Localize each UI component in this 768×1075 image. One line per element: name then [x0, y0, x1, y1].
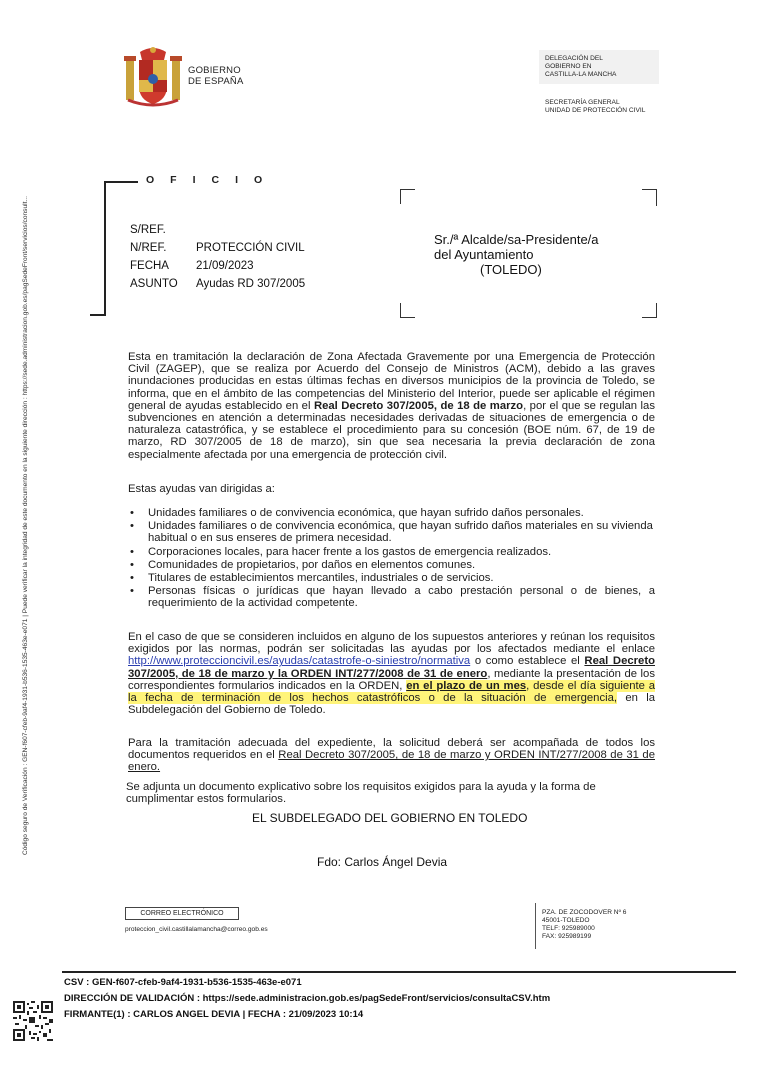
bullet-item-1: • Unidades familiares o de convivencia económica, que hayan sufrido daños personales. [128, 507, 655, 519]
deleg-line1: DELEGACIÓN DEL [545, 55, 603, 62]
deleg-line2: GOBIERNO EN [545, 63, 592, 70]
address-block [542, 909, 626, 941]
nref-value: PROTECCIÓN CIVIL [196, 242, 305, 254]
recipient-line3: (TOLEDO) [480, 262, 542, 277]
reference-table [130, 224, 305, 296]
csv-line2: DIRECCIÓN DE VALIDACIÓN : https://sede.administracion.gob.es/pagSedeFront/servicios/consultaCSV.htm [64, 993, 551, 1004]
oficio-left-rule [104, 181, 106, 315]
recipient-address [434, 232, 654, 277]
oficio-heading: OFICIO [146, 174, 279, 186]
unit-line2: UNIDAD DE PROTECCIÓN CIVIL [545, 107, 646, 114]
csv-line1: CSV : GEN-f607-cfeb-9af4-1931-b536-1535-463e-e071 [64, 977, 302, 988]
paragraph-4: Para la tramitación adecuada del expediente, la solicitud deberá ser acompañada de todos los documentos requeridos en el Real Decreto 307/2005, de 18 de marzo y ORDEN INT/277/2008 de 31 de enero. [128, 737, 655, 774]
bullet-item-2: • Unidades familiares o de convivencia económica, que hayan sufrido daños materiales en su vivienda habitual o en sus enseres de primera necesidad. [128, 520, 655, 544]
bullet-list [128, 507, 655, 611]
delegation-block [545, 55, 616, 79]
window-corner-br [642, 303, 657, 318]
normativa-link[interactable]: http://www.proteccioncivil.es/ayudas/catastrofe-o-siniestro/normativa [128, 655, 471, 668]
gov-logo-text [188, 65, 243, 87]
asunto-label: ASUNTO [130, 278, 178, 290]
recipient-line2: del Ayuntamiento [434, 247, 534, 262]
fecha-value: 21/09/2023 [196, 260, 254, 272]
recipient-line1: Sr./ª Alcalde/sa-Presidente/a [434, 232, 599, 247]
nref-label: N/REF. [130, 242, 167, 254]
unit-line1: SECRETARÍA GENERAL [545, 99, 620, 106]
gov-line1: GOBIERNO [188, 65, 241, 76]
paragraph-1: Esta en tramitación la declaración de Zona Afectada Gravemente por una Emergencia de Protección Civil (ZAGEP), que se realiza por Acuerdo del Consejo de Ministros (ACM), debido a las graves inundaciones producidas en estas últimas fechas en diversos municipios de la provincia de Toledo, se informa, que en el ámbito de las competencias del Ministerio del Interior, puede ser aplicable el régimen general de ayudas establecido en el Real Decreto 307/2005, de 18 de marzo, por el que se regulan las subvenciones en atención a determinadas necesidades derivadas de situaciones de emergencia o de naturaleza catastrófica, y se establece el procedimiento para su concesión (BOE núm. 67, de 19 de marzo, RD 307/2005 de 18 de marzo), sin que sea necesaria la previa declaración de zona especialmente afectada por una emergencia de protección civil. [128, 351, 655, 461]
bullet-item-4: • Comunidades de propietarios, por daños en elementos comunes. [128, 559, 655, 571]
address-line3: TELF: 925989000 [542, 925, 595, 932]
deleg-line3: CASTILLA-LA MANCHA [545, 71, 617, 78]
bullet-item-5: • Titulares de establecimientos mercantiles, industriales o de servicios. [128, 572, 655, 584]
qr-code [13, 1001, 53, 1041]
address-line1: PZA. DE ZOCODOVER Nº 6 [542, 909, 627, 916]
coat-of-arms-logo [124, 46, 182, 110]
paragraph-2: Estas ayudas van dirigidas a: [128, 483, 275, 495]
signature-title: EL SUBDELEGADO DEL GOBIERNO EN TOLEDO [252, 811, 528, 825]
email-address[interactable]: proteccion_civil.castillalamancha@correo.gob.es [125, 926, 268, 933]
address-divider [535, 903, 536, 949]
bullet-item-3: • Corporaciones locales, para hacer frente a los gastos de emergencia realizados. [128, 546, 655, 558]
bullet-item-6: • Personas físicas o jurídicas que hayan llevado a cabo prestación personal o de bienes, a requerimiento de la actividad competente. [128, 585, 655, 609]
signature-name: Fdo: Carlos Ángel Devia [317, 855, 448, 869]
window-corner-bl [400, 303, 415, 318]
window-corner-tl [400, 189, 415, 204]
paragraph-5: Se adjunta un documento explicativo sobre los requisitos exigidos para la ayuda y la forma de cumplimentar estos formularios. [126, 781, 596, 806]
address-line4: FAX: 925989199 [542, 933, 592, 940]
oficio-top-rule [104, 181, 138, 183]
asunto-value: Ayudas RD 307/2005 [196, 278, 306, 290]
verification-side-note [22, 95, 46, 855]
csv-rule [62, 971, 736, 973]
csv-block [64, 975, 550, 1023]
fecha-label: FECHA [130, 260, 169, 272]
email-label-box: CORREO ELECTRÓNICO [125, 907, 239, 920]
sref-label: S/REF. [130, 224, 166, 236]
csv-line3: FIRMANTE(1) : CARLOS ANGEL DEVIA | FECHA : 21/09/2023 10:14 [64, 1009, 364, 1020]
gov-line2: DE ESPAÑA [188, 76, 244, 87]
side-note-text: Código seguro de Verificación : GEN-f607-cfeb-9af4-1931-b536-1535-463e-e071 | Puede verificar la integridad de este documento en la siguiente dirección : https://sede.administracion.gob.es/pagSedeFront/servicios/consult... [22, 196, 29, 855]
address-line2: 45001-TOLEDO [542, 917, 590, 924]
window-corner-tr [642, 189, 657, 206]
unit-block [545, 99, 645, 115]
oficio-bottom-rule [90, 314, 106, 316]
paragraph-3: En el caso de que se consideren incluidos en alguno de los supuestos anteriores y reúnan los requisitos exigidos por las normas, podrán ser solicitadas las ayudas por los afectados mediante el enlace http://www.proteccioncivil.es/ayudas/catastrofe-o-siniestro/normativa o como establece el Real Decreto 307/2005, de 18 de marzo y la ORDEN INT/277/2008 de 31 de enero, mediante la presentación de los correspondientes formularios indicados en la ORDEN, en el plazo de un mes, desde el día siguiente a la fecha de terminación de los hechos catastróficos o de la situación de emergencia, en la Subdelegación del Gobierno de Toledo. [128, 631, 655, 717]
